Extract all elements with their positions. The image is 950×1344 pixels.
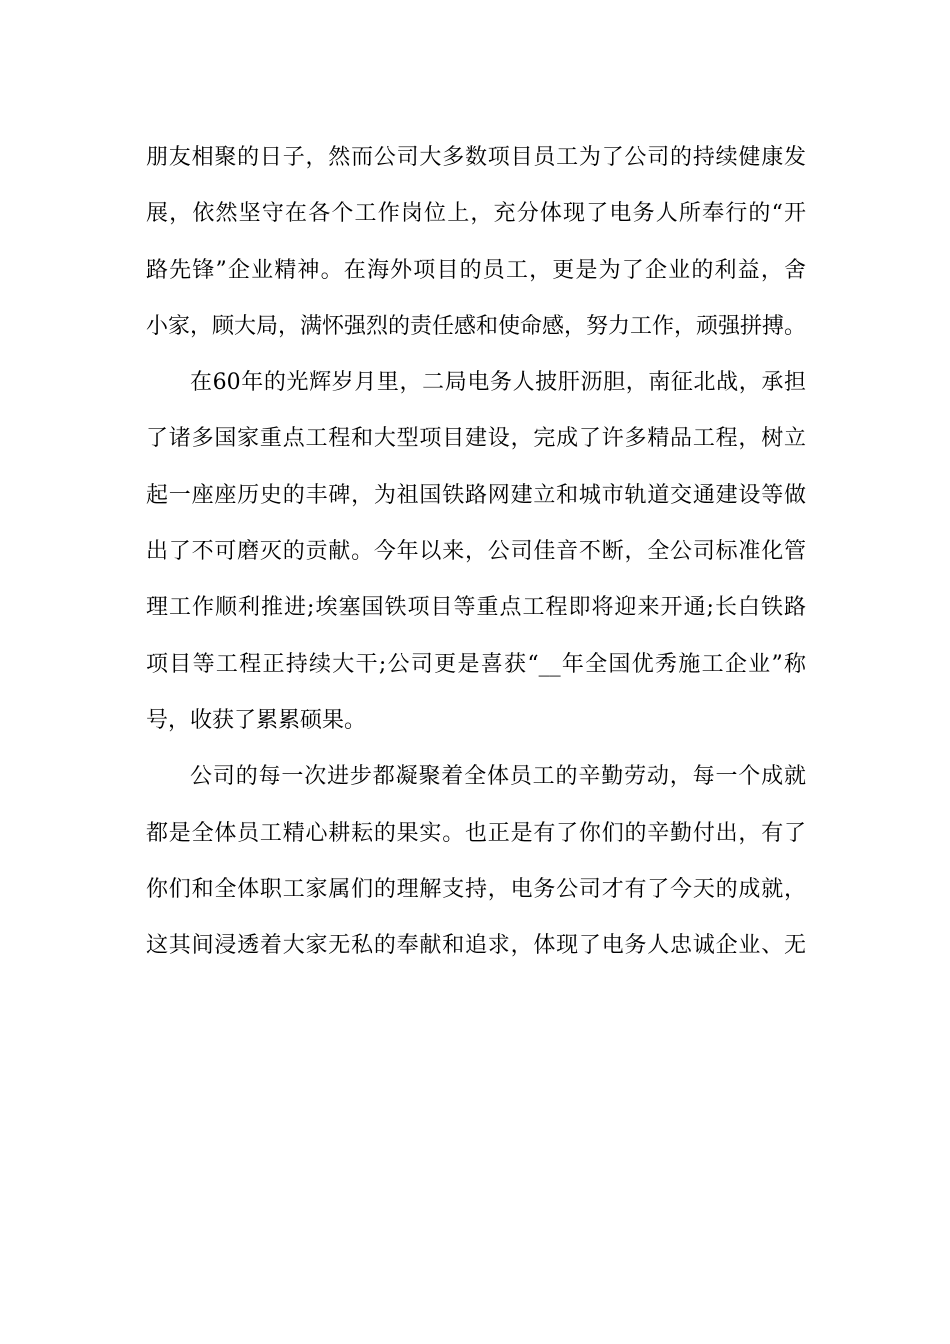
text-line: 你们和全体职工家属们的理解支持，电务公司才有了今天的成就， [146, 876, 806, 902]
text-line: 起一座座历史的丰碑，为祖国铁路网建立和城市轨道交通建设等做 [146, 482, 806, 508]
text-line: 小家，顾大局，满怀强烈的责任感和使命感，努力工作，顽强拼搏。 [146, 313, 806, 339]
text-line: 了诸多国家重点工程和大型项目建设，完成了许多精品工程，树立 [146, 426, 806, 452]
text-line: 在60年的光辉岁月里，二局电务人披肝沥胆，南征北战，承担 [190, 370, 806, 396]
text-line: 出了不可磨灭的贡献。今年以来，公司佳音不断，全公司标准化管 [146, 539, 806, 565]
text-line: 理工作顺利推进;埃塞国铁项目等重点工程即将迎来开通;长白铁路 [146, 595, 806, 621]
text-line: 项目等工程正持续大干;公司更是喜获“__年全国优秀施工企业”称 [146, 651, 806, 677]
text-line: 路先锋”企业精神。在海外项目的员工，更是为了企业的利益，舍 [146, 257, 806, 283]
text-line: 公司的每一次进步都凝聚着全体员工的辛勤劳动，每一个成就 [190, 764, 806, 790]
text-line: 这其间浸透着大家无私的奉献和追求，体现了电务人忠诚企业、无 [146, 933, 806, 959]
body-text [146, 130, 806, 974]
text-line: 展，依然坚守在各个工作岗位上，充分体现了电务人所奉行的“开 [146, 201, 806, 227]
text-line: 朋友相聚的日子，然而公司大多数项目员工为了公司的持续健康发 [146, 145, 806, 170]
text-line: 号，收获了累累硕果。 [146, 707, 367, 733]
text-line: 都是全体员工精心耕耘的果实。也正是有了你们的辛勤付出，有了 [146, 820, 806, 846]
